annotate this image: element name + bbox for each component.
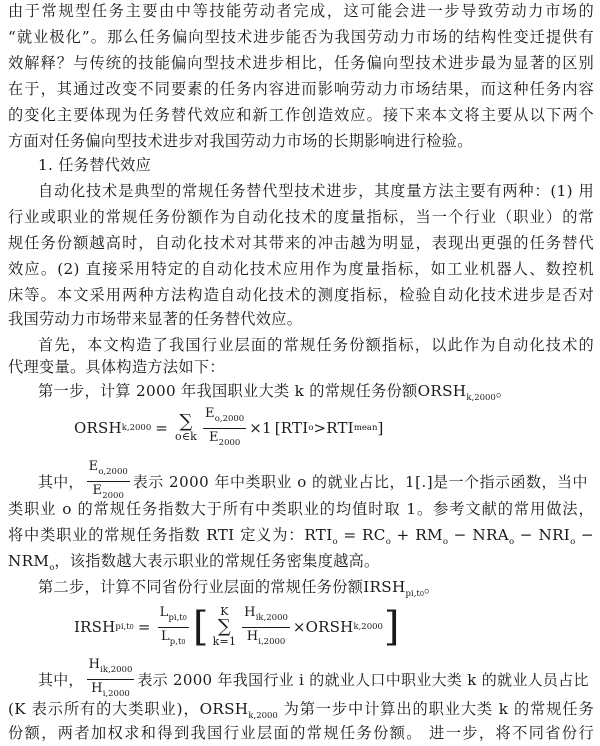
- text-line: 类职业 o 的常规任务指数大于所有中类职业的均值时取 1。参考文献的常用做法，: [8, 500, 594, 518]
- text-line-with-fraction: 其中， $\frac{E_{o,2000}}{E_{2000}}$ 表示 2000 年中类职业 o 的就业占比，1[.]是一个指示函数，当中: [38, 458, 588, 505]
- sum-operator: K ∑ k=1: [212, 605, 237, 648]
- text-line: 代理变量。具体构造方法如下：: [8, 358, 225, 376]
- equation-irsh: IRSH pi,t0 = $\frac{L_{pi,t0}}{L_{p,t0}}$ [ K ∑ k=1 $\frac{H_{ik,2000}}{H_{i,2000}}$ ×ORSH k,2000 ]: [74, 604, 400, 650]
- text-line: “就业极化”。那么任务偏向型技术进步能否为我国劳动力市场的结构性变迁提供有: [8, 28, 594, 46]
- step-two-line: 第二步，计算不同省份行业层面的常规任务份额$IRSH_{pi,t0}$。: [38, 578, 440, 599]
- fraction: $\frac{H_{ik,2000}}{H_{i,2000}}$: [88, 657, 133, 699]
- right-bracket: ]: [383, 604, 400, 650]
- text-line: 份额，两者加权求和得到我国行业层面的常规任务份额。 进一步，将不同省份行: [8, 724, 594, 742]
- text-line: (K 表示所有的大类职业)，$ORSH_{k,2000}$ 为第一步中计算出的职业大类 k 的常规任务: [8, 700, 594, 721]
- section-heading: 1. 任务替代效应: [38, 156, 152, 174]
- text-line: 效解释？与传统的技能偏向型技术进步相比，任务偏向型技术进步最为显著的区别: [8, 54, 594, 72]
- fraction: $\frac{L_{pi,t0}}{L_{p,t0}}$: [159, 604, 187, 647]
- text-line: 首先，本文构造了我国行业层面的常规任务份额指标，以此作为自动化技术的: [38, 336, 594, 354]
- text-line: $NRM_o$，该指数越大表示职业的常规任务密集度越高。: [8, 552, 380, 573]
- text-line-with-fraction: 其中， $\frac{H_{ik,2000}}{H_{i,2000}}$ 表示 2000 年我国行业 i 的就业人口中职业大类 k 的就业人员占比: [38, 656, 589, 703]
- text-line: 效应。(2) 直接采用特定的自动化技术应用作为度量指标，如工业机器人、数控机: [8, 260, 594, 278]
- text-line: 在于，其通过改变不同要素的任务内容进而影响劳动力市场结果，而这种任务内容: [8, 80, 594, 98]
- text-line: 方面对任务偏向型技术进步对我国劳动力市场的长期影响进行检验。: [8, 132, 473, 150]
- text-line: 的变化主要体现为任务替代效应和新工作创造效应。接下来本文将主要从以下两个: [8, 106, 594, 124]
- text-line: 行业或职业的常规任务份额作为自动化技术的度量指标，当一个行业（职业）的常: [8, 208, 594, 226]
- text-line: 规任务份额越高时，自动化技术对其带来的冲击越为明显，表现出更强的任务替代: [8, 234, 594, 252]
- equation-orsh: ORSH k,2000 = ∑ o∈k $\frac{E_{o,2000}}{E_{2000}}$ ×1 [RTI o >RTI mean ]: [74, 408, 384, 448]
- text-line: 自动化技术是典型的常规任务替代型技术进步，其度量方法主要有两种：(1) 用: [38, 182, 594, 200]
- left-bracket: [: [192, 604, 209, 650]
- step-one-line: 第一步，计算 2000 年我国职业大类 k 的常规任务份额$ORSH_{k,2000}$。: [38, 382, 512, 403]
- fraction: $\frac{E_{o,2000}}{E_{2000}}$: [88, 459, 128, 501]
- fraction: $\frac{E_{o,2000}}{E_{2000}}$: [205, 405, 245, 448]
- text-line: 由于常规型任务主要由中等技能劳动者完成，这可能会进一步导致劳动力市场的: [8, 2, 594, 20]
- text-line: 床等。本文采用两种方法构造自动化技术的测度指标，检验自动化技术进步是否对: [8, 286, 594, 304]
- fraction: $\frac{H_{ik,2000}}{H_{i,2000}}$: [244, 604, 288, 647]
- text-line: 将中类职业的常规任务指数 RTI 定义为：$RTI_o = RC_o + RM_o - NRA_o - NRI_o$ −: [8, 526, 594, 547]
- sum-operator: ∑ o∈k: [175, 411, 198, 443]
- text-line: 我国劳动力市场带来显著的任务替代效应。: [8, 310, 303, 328]
